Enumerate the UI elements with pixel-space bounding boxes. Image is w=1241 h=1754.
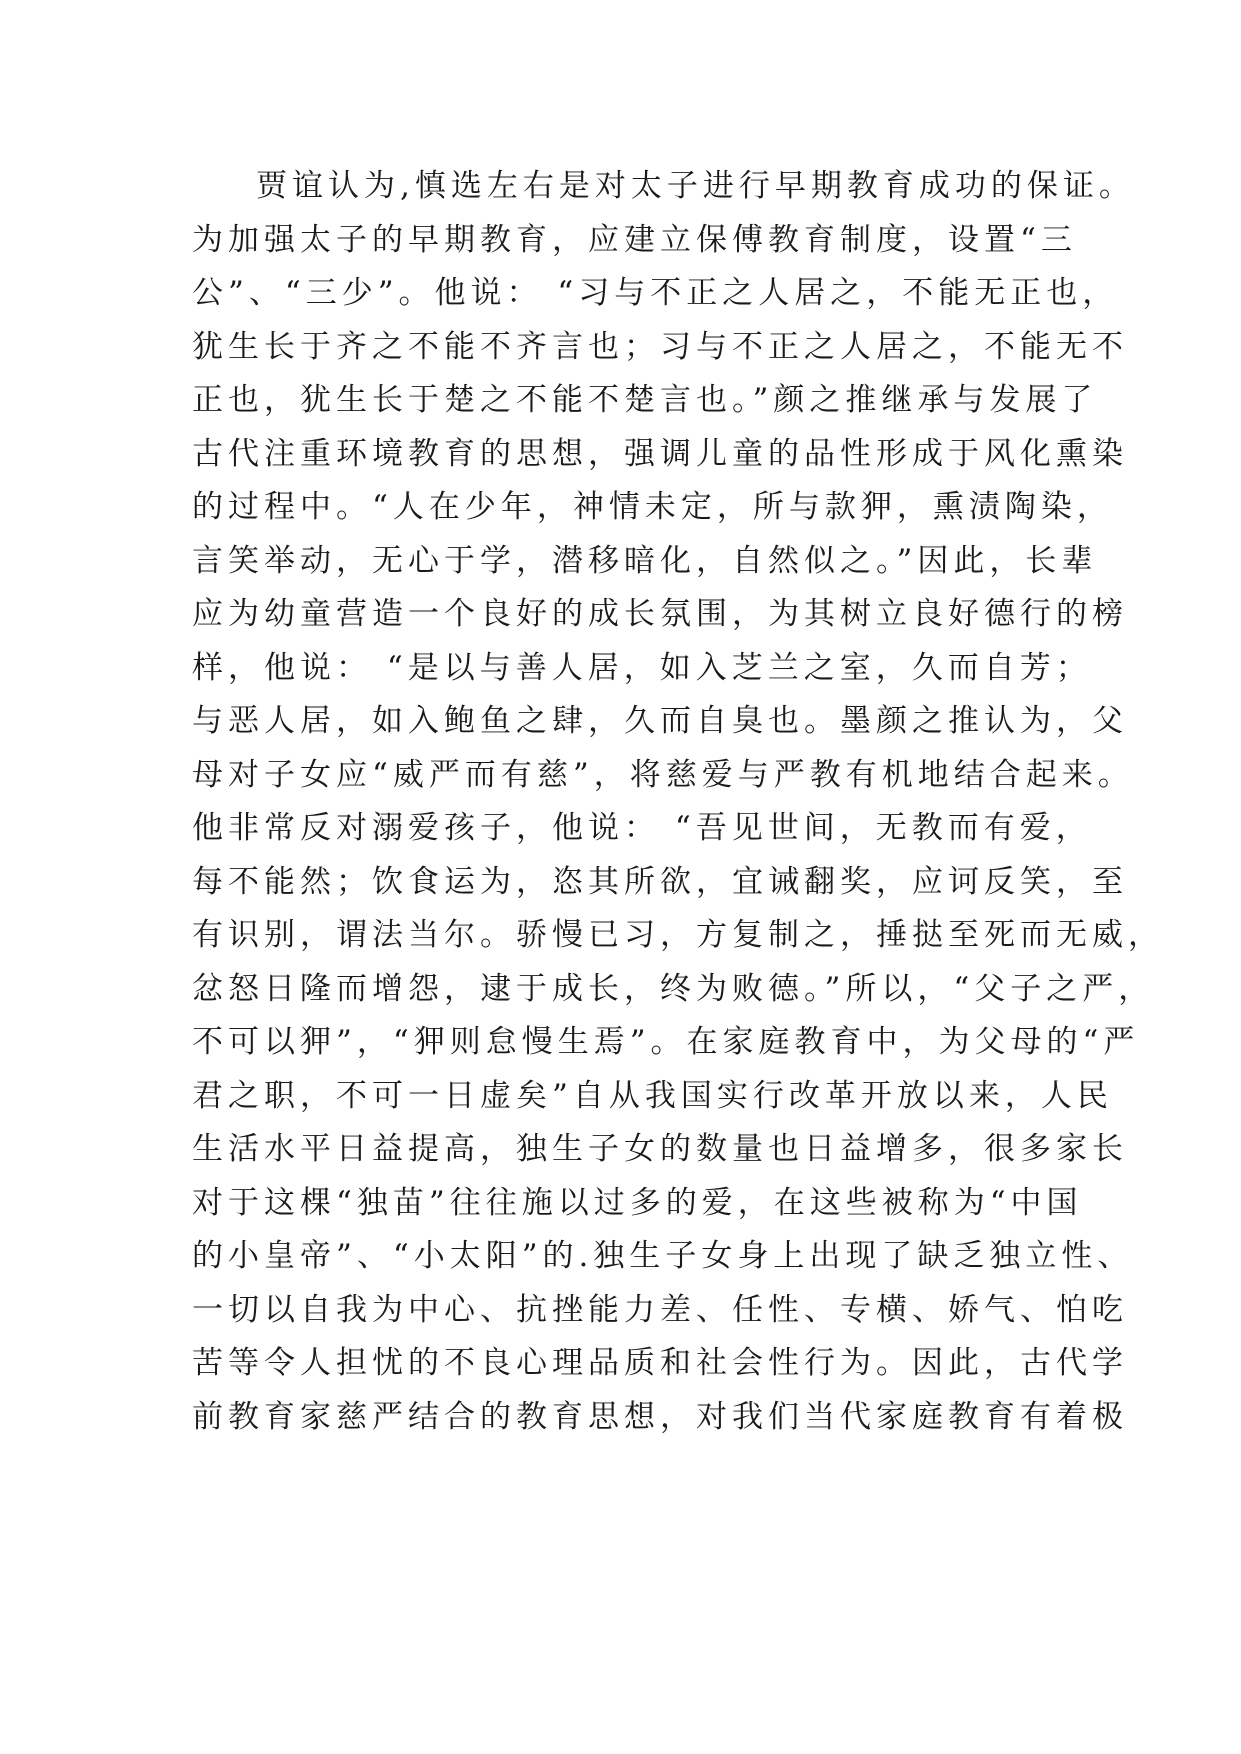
- text-line: 苦等令人担忧的不良心理品质和社会性行为。因此，古代学: [192, 1345, 1128, 1381]
- text-line: 犹生长于齐之不能不齐言也；习与不正之人居之，不能无不: [192, 328, 1128, 365]
- text-line: 贾谊认为,慎选左右是对太子进行早期教育成功的保证。: [256, 168, 1135, 204]
- text-line: 与恶人居，如入鲍鱼之肆，久而自臭也。墨颜之推认为，父: [192, 703, 1128, 739]
- text-line: 言笑举动，无心于学，潜移暗化，自然似之。”因此，长辈: [192, 542, 1098, 579]
- text-line: 不可以狎”，“狎则怠慢生焉”。在家庭教育中，为父母的“严: [192, 1024, 1140, 1060]
- text-line: 的小皇帝”、“小太阳”的.独生子女身上出现了缺乏独立性、: [192, 1238, 1134, 1274]
- text-line: 样，他说： “是以与善人居，如入芝兰之室，久而自芳；: [192, 649, 1092, 686]
- body-text: [192, 160, 1164, 1444]
- text-line: 他非常反对溺爱孩子，他说： “吾见世间，无教而有爱，: [192, 810, 1092, 846]
- text-line: 正也，犹生长于楚之不能不楚言也。”颜之推继承与发展了: [192, 382, 1098, 418]
- text-line: 的过程中。“人在少年，神情未定，所与款狎，熏渍陶染，: [192, 489, 1113, 525]
- text-line: 应为幼童营造一个良好的成长氛围，为其树立良好德行的榜: [192, 596, 1128, 632]
- text-line: 生活水平日益提高，独生子女的数量也日益增多，很多家长: [192, 1131, 1128, 1167]
- text-line: 每不能然；饮食运为，恣其所欲，宜诫翻奖，应诃反笑，至: [192, 863, 1128, 900]
- text-line: 一切以自我为中心、抗挫能力差、任性、专横、娇气、怕吃: [192, 1291, 1128, 1328]
- text-line: 母对子女应“威严而有慈”，将慈爱与严教有机地结合起来。: [192, 756, 1134, 793]
- text-line: 忿怒日隆而增怨，逮于成长，终为败德。”所以，“父子之严，: [192, 970, 1155, 1007]
- text-line: 君之职，不可一日虚矣”自从我国实行改革开放以来，人民: [192, 1077, 1113, 1114]
- text-line: 有识别，谓法当尔。骄慢已习，方复制之，捶挞至死而无威，: [192, 917, 1164, 953]
- text-line: 对于这棵“独苗”往往施以过多的爱，在这些被称为“中国: [192, 1184, 1083, 1221]
- text-line: 为加强太子的早期教育，应建立保傅教育制度，设置“三: [192, 221, 1077, 258]
- text-line: 前教育家慈严结合的教育思想，对我们当代家庭教育有着极: [192, 1398, 1128, 1435]
- text-line: 古代注重环境教育的思想，强调儿童的品性形成于风化熏染: [192, 435, 1128, 472]
- text-line: 公”、“三少”。他说： “习与不正之人居之，不能无正也，: [192, 275, 1119, 311]
